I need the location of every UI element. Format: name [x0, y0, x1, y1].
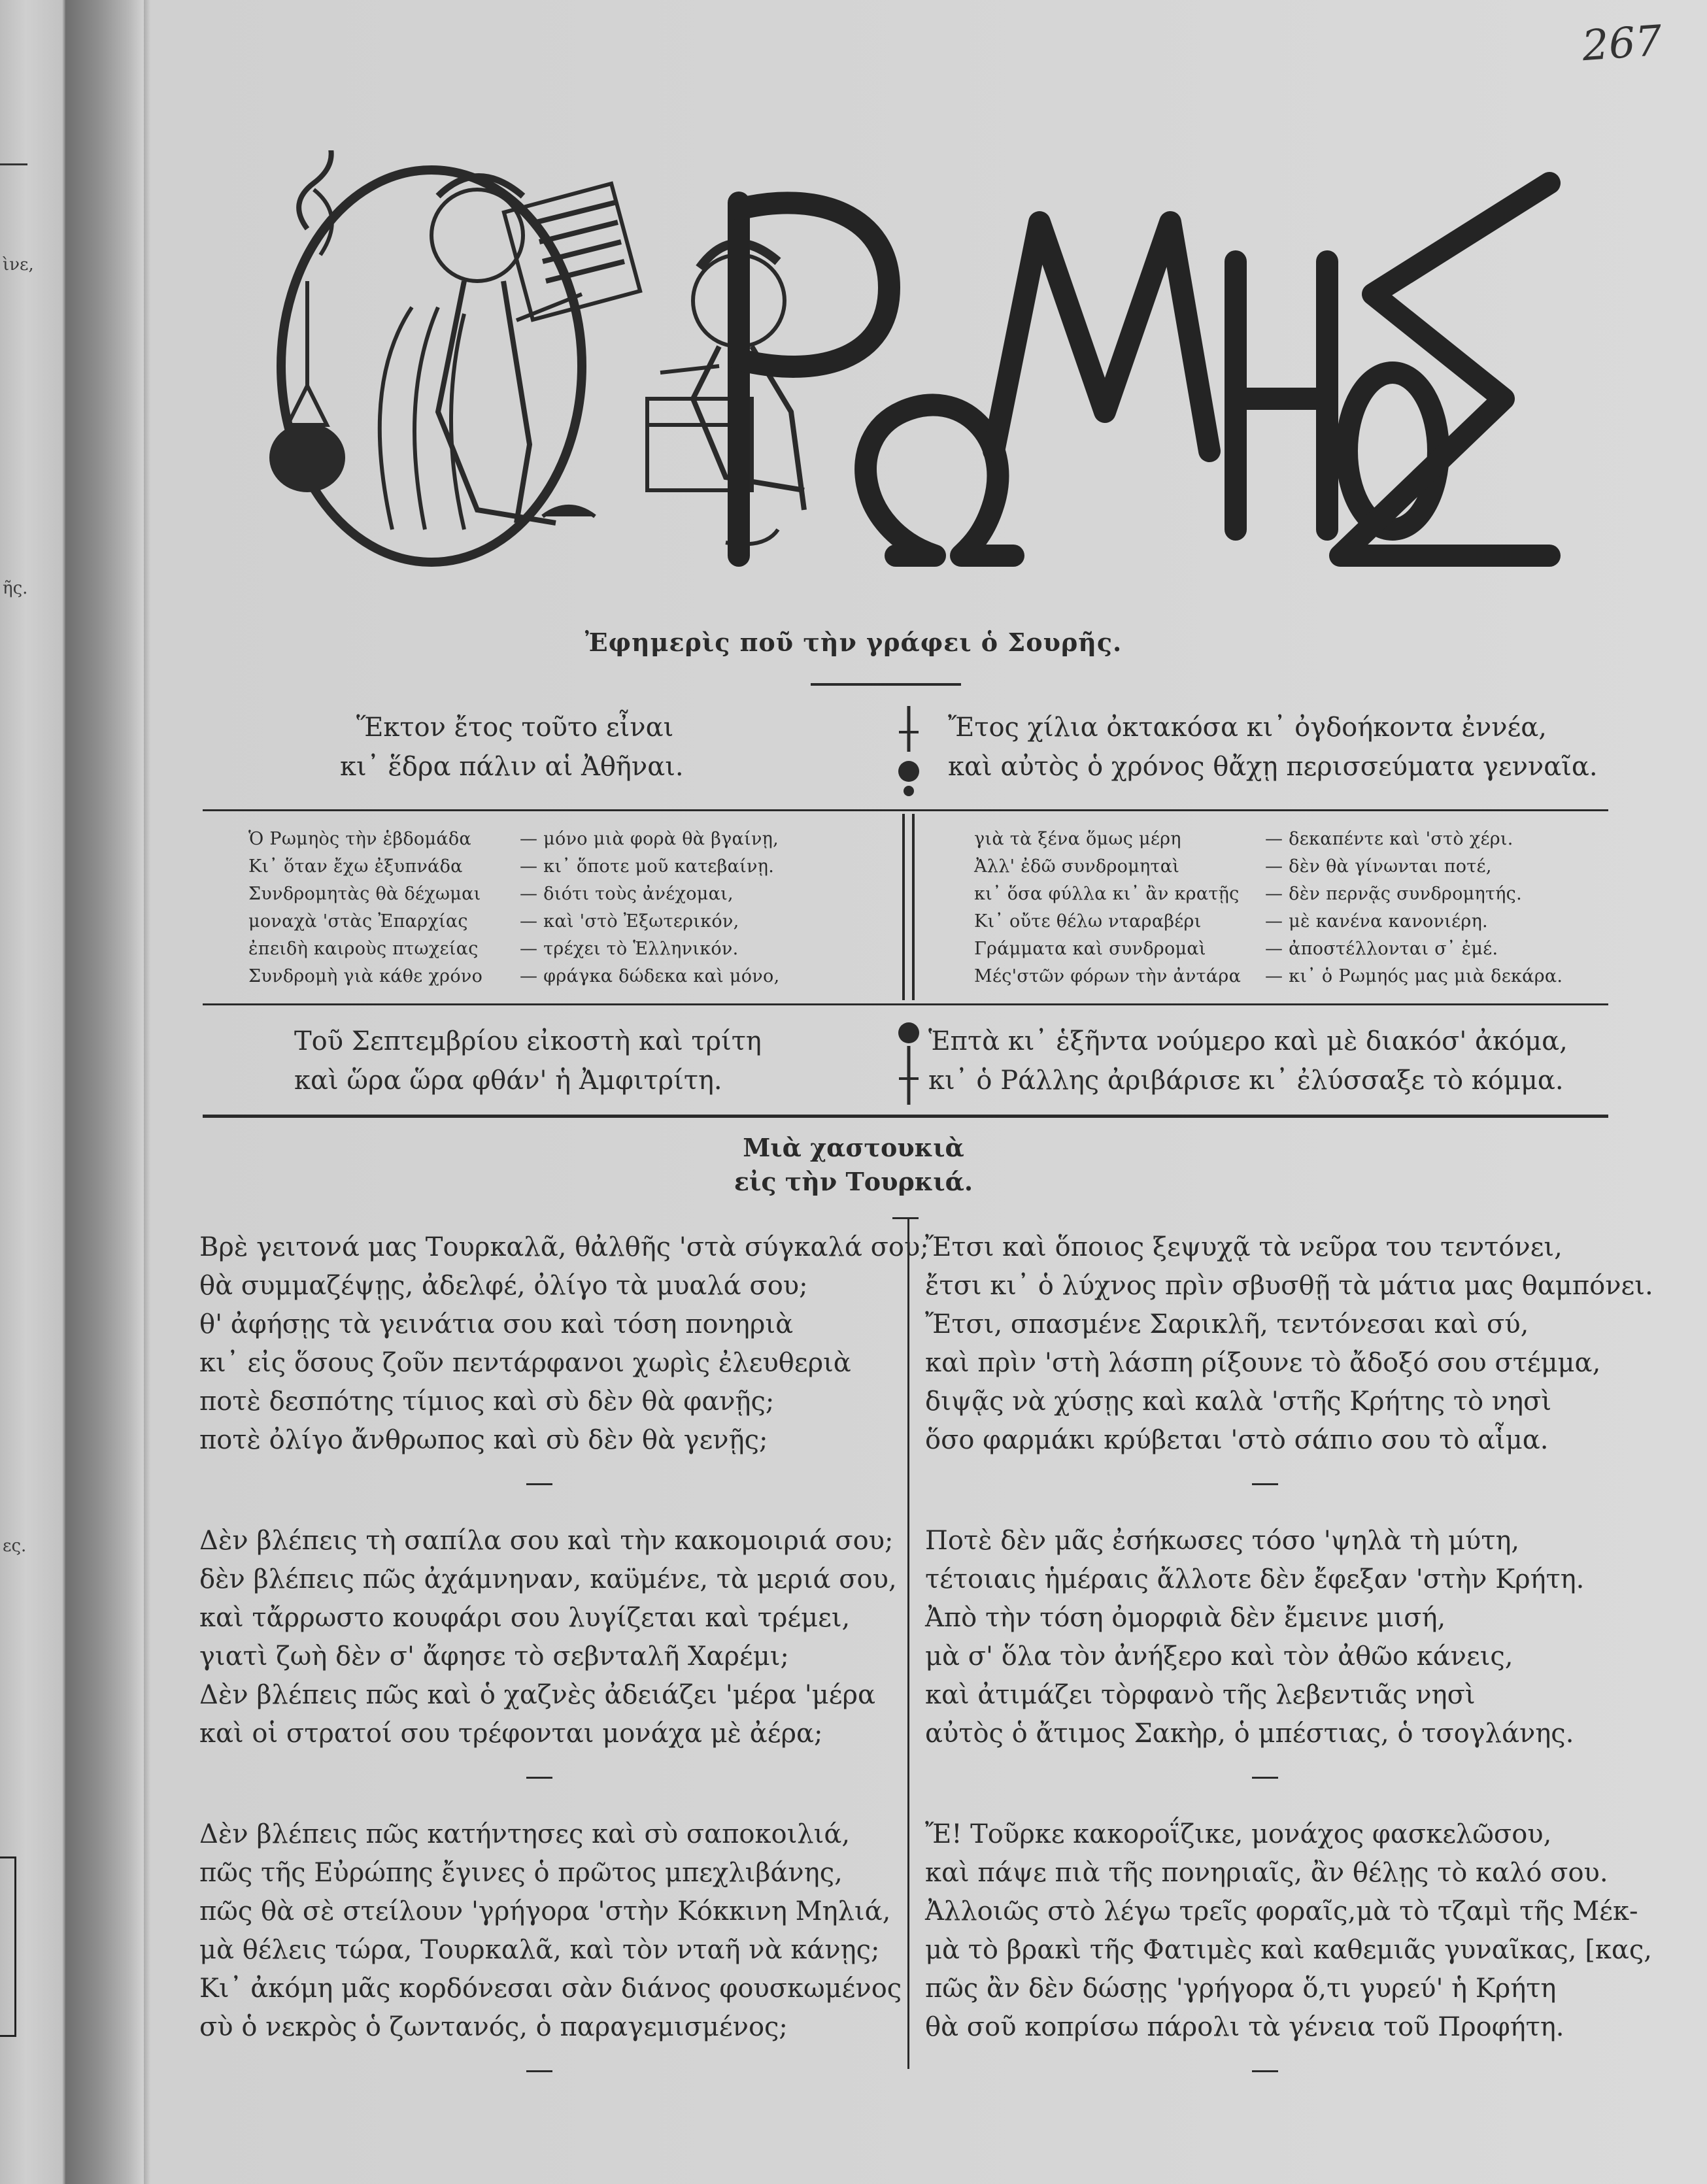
column-divider	[907, 1219, 909, 2069]
subscription-term: Γράμματα καὶ συνδρομαὶ	[974, 939, 1206, 959]
subscription-term: μοναχὰ 'στὰς Ἐπαρχίας	[248, 911, 468, 932]
subscription-term: γιὰ τὰ ξένα ὅμως μέρη	[974, 829, 1181, 849]
title-dash	[892, 1217, 919, 1219]
adjacent-page-strip	[0, 0, 65, 2184]
poem-line: Κι᾿ ἀκόμη μᾶς κορδόνεσαι σὰν διάνος φουσκωμένος	[199, 1974, 902, 2004]
poem-line: καὶ πρὶν 'στὴ λάσπη ρίξουνε τὸ ἄδοξό σου στέμμα,	[925, 1348, 1601, 1378]
stanza-separator	[1252, 1777, 1278, 1779]
page-fold-shadow	[65, 0, 144, 2184]
poem-line: Ἔτσι, σπασμένε Σαρικλῆ, τεντόνεσαι καὶ σύ,	[925, 1309, 1529, 1339]
subscription-condition: — μόνο μιὰ φορὰ θὰ βγαίνῃ,	[520, 829, 779, 849]
date-right-line: κι᾿ ὁ Ράλλης ἀριβάρισε κι᾿ ἐλύσσαξε τὸ κόμμα.	[928, 1066, 1564, 1096]
poem-line: Δὲν βλέπεις τὴ σαπίλα σου καὶ τὴν κακομοιριά σου;	[199, 1526, 894, 1556]
section-rule	[203, 1003, 1608, 1005]
poem-line: καὶ ἀτιμάζει τὸρφανὸ τῆς λεβεντιᾶς νησὶ	[925, 1680, 1476, 1710]
article-title	[0, 1131, 1707, 1199]
poem-line: πῶς ἂν δὲν δώσῃς 'γρήγορα ὅ,τι γυρεύ' ἡ Κρήτη	[925, 1974, 1557, 2004]
stanza-separator	[526, 1483, 552, 1485]
subscription-condition: — δὲν θὰ γίνωνται ποτέ,	[1265, 856, 1492, 877]
poem-line: Βρὲ γειτονά μας Τουρκαλᾶ, θἀλθῆς 'στὰ σύγκαλά σου;	[199, 1232, 929, 1262]
header-left-line: Ἕκτον ἔτος τοῦτο εἶναι	[356, 713, 674, 743]
page-number: 267	[1580, 16, 1664, 71]
margin-fragment: ες.	[3, 1536, 27, 1556]
subscription-term: Κι᾿ ὅταν ἔχω ἐξυπνάδα	[248, 856, 463, 877]
header-right-line: καὶ αὐτὸς ὁ χρόνος θἄχῃ περισσεύματα γενναῖα.	[948, 752, 1598, 782]
subscription-condition: — ἀποστέλλονται σ᾿ ἐμέ.	[1265, 939, 1498, 959]
poem-line: πῶς θὰ σὲ στείλουν 'γρήγορα 'στὴν Κόκκινη Μηλιά,	[199, 1896, 891, 1926]
subscription-term: ἐπειδὴ καιροὺς πτωχείας	[248, 939, 479, 959]
poem-line: Ἀλλοιῶς στὸ λέγω τρεῖς φοραῖς,μὰ τὸ τζαμὶ τῆς Μέκ-	[925, 1896, 1638, 1926]
poem-line: γιατὶ ζωὴ δὲν σ' ἄφησε τὸ σεβνταλῆ Χαρέμι;	[199, 1641, 789, 1672]
subscription-condition: — κι᾿ ὅποτε μοῦ κατεβαίνῃ.	[520, 856, 775, 877]
subscription-condition: — δὲν περνᾷς συνδρομητής.	[1265, 884, 1522, 904]
header-right-line: Ἔτος χίλια ὀκτακόσα κι᾿ ὀγδοήκοντα ἐννέα,	[948, 713, 1547, 743]
stanza-separator	[1252, 1483, 1278, 1485]
poem-line: πῶς τῆς Εὐρώπης ἔγινες ὁ πρῶτος μπεχλιβάνης,	[199, 1858, 843, 1888]
subscription-condition: — μὲ κανένα κανονιέρη.	[1265, 911, 1488, 932]
poem-line: ποτὲ ὀλίγο ἄνθρωπος καὶ σὺ δὲν θὰ γενῇς;	[199, 1425, 768, 1455]
subscription-condition: — τρέχει τὸ Ἑλληνικόν.	[520, 939, 739, 959]
poem-line: θ' ἀφήσῃς τὰ γεινάτια σου καὶ τόση πονηριὰ	[199, 1309, 794, 1339]
date-left-line: Τοῦ Σεπτεμβρίου εἰκοστὴ καὶ τρίτη	[294, 1026, 762, 1056]
subscription-condition: — κι᾿ ὁ Ρωμηός μας μιὰ δεκάρα.	[1265, 966, 1563, 986]
subscription-condition: — καὶ 'στὸ Ἐξωτερικόν,	[520, 911, 739, 932]
column-divider	[912, 814, 915, 1000]
poem-line: σὺ ὁ νεκρὸς ὁ ζωντανός, ὁ παραγεμισμένος;	[199, 2012, 788, 2042]
poem-line: Δὲν βλέπεις πῶς καὶ ὁ χαζνὲς ἀδειάζει 'μέρα 'μέρα	[199, 1680, 875, 1710]
stanza-separator	[1252, 2070, 1278, 2072]
poem-line: μὰ σ' ὅλα τὸν ἀνήξερο καὶ τὸν ἀθῶο κάνεις,	[925, 1641, 1513, 1672]
poem-line: τέτοιαις ἡμέραις ἄλλοτε δὲν ἔφεξαν 'στὴν Κρήτη.	[925, 1564, 1585, 1594]
poem-line: Δὲν βλέπεις πῶς κατήντησες καὶ σὺ σαποκοιλιά,	[199, 1819, 851, 1849]
subscription-term: Μές'στῶν φόρων τὴν ἀντάρα	[974, 966, 1242, 986]
subscription-condition: — δεκαπέντε καὶ 'στὸ χέρι.	[1265, 829, 1513, 849]
poem-line: κι᾿ εἰς ὅσους ζοῦν πεντάρφανοι χωρὶς ἐλευθεριὰ	[199, 1348, 851, 1378]
subscription-term: Κι᾿ οὔτε θέλω νταραβέρι	[974, 911, 1202, 932]
margin-fragment: ῆς.	[3, 579, 28, 598]
masthead-title-lettering	[686, 163, 1563, 569]
header-left-line: κι᾿ ἕδρα πάλιν αἱ Ἀθῆναι.	[340, 752, 684, 782]
binding-clip	[0, 1856, 16, 2037]
ornament-icon	[892, 706, 925, 798]
subscription-term: κι᾿ ὅσα φύλλα κι᾿ ἂν κρατῇς	[974, 884, 1240, 904]
poem-line: καὶ οἱ στρατοί σου τρέφονται μονάχα μὲ ἀέρα;	[199, 1719, 823, 1749]
ornament-icon	[892, 1020, 925, 1105]
margin-fragment: ὶνε,	[3, 255, 34, 275]
poem-line: διψᾷς νὰ χύσῃς καὶ καλὰ 'στῆς Κρήτης τὸ νησὶ	[925, 1386, 1552, 1417]
subscription-condition: — διότι τοὺς ἀνέχομαι,	[520, 884, 734, 904]
stanza-separator	[526, 2070, 552, 2072]
date-left-line: καὶ ὥρα ὥρα φθάν' ἡ Ἀμφιτρίτη.	[294, 1066, 722, 1096]
poem-line: Ἀπὸ τὴν τόση ὀμορφιὰ δὲν ἔμεινε μισή,	[925, 1603, 1446, 1633]
poem-line: μὰ θέλεις τώρα, Τουρκαλᾶ, καὶ τὸν νταῆ νὰ κάνῃς;	[199, 1935, 880, 1965]
poem-line: θὰ συμμαζέψῃς, ἀδελφέ, ὀλίγο τὰ μυαλά σου;	[199, 1271, 808, 1301]
article-title-line: Μιὰ χαστουκιὰ	[743, 1133, 964, 1162]
column-divider	[902, 814, 905, 1000]
poem-line: Ἔ! Τοῦρκε κακοροΐζικε, μονάχος φασκελῶσου,	[925, 1819, 1552, 1849]
subscription-condition: — φράγκα δώδεκα καὶ μόνο,	[520, 966, 780, 986]
subscription-term: Συνδρομητὰς θὰ δέχωμαι	[248, 884, 481, 904]
poem-line: καὶ πάψε πιὰ τῆς πονηριαῖς, ἂν θέλῃς τὸ καλό σου.	[925, 1858, 1608, 1888]
section-rule-heavy	[203, 1115, 1608, 1118]
subscription-term: Ἀλλ' ἐδῶ συνδρομηταὶ	[974, 856, 1180, 877]
ornament-rule	[811, 683, 961, 686]
subscription-term: Ὁ Ρωμηὸς τὴν ἑβδομάδα	[248, 829, 471, 849]
subscription-term: Συνδρομὴ γιὰ κάθε χρόνο	[248, 966, 483, 986]
stanza-separator	[526, 1777, 552, 1779]
poem-line: ποτὲ δεσπότης τίμιος καὶ σὺ δὲν θὰ φανῇς;	[199, 1386, 775, 1417]
date-right-line: Ἑπτὰ κι᾿ ἑξῆντα νούμερο καὶ μὲ διακόσ' ἀκόμα,	[928, 1026, 1568, 1056]
masthead	[268, 150, 1563, 575]
poem-line: ὅσο φαρμάκι κρύβεται 'στὸ σάπιο σου τὸ αἷμα.	[925, 1425, 1549, 1455]
poem-line: καὶ τἄρρωστο κουφάρι σου λυγίζεται καὶ τρέμει,	[199, 1603, 851, 1633]
poem-line: θὰ σοῦ κοπρίσω πάρολι τὰ γένεια τοῦ Προφήτη.	[925, 2012, 1564, 2042]
poem-line: αὐτὸς ὁ ἄτιμος Σακὴρ, ὁ μπέστιας, ὁ τσογλάνης.	[925, 1719, 1574, 1749]
tagline: Ἐφημερὶς ποῦ τὴν γράφει ὁ Σουρῆς.	[584, 628, 1123, 657]
poem-line: ἔτσι κι᾿ ὁ λύχνος πρὶν σβυσθῇ τὰ μάτια μας θαμπόνει.	[925, 1271, 1653, 1301]
poem-line: μὰ τὸ βρακὶ τῆς Φατιμὲς καὶ καθεμιᾶς γυναῖκας, [κας,	[925, 1935, 1652, 1965]
article-title-line: εἰς τὴν Τουρκιά.	[734, 1167, 973, 1196]
poem-line: Ποτὲ δὲν μᾶς ἐσήκωσες τόσο 'ψηλὰ τὴ μύτη,	[925, 1526, 1520, 1556]
section-rule	[203, 809, 1608, 811]
poem-line: Ἔτσι καὶ ὅποιος ξεψυχᾷ τὰ νεῦρα του τεντόνει,	[925, 1232, 1563, 1262]
poem-line: δὲν βλέπεις πῶς ἀχάμνηναν, καϋμένε, τὰ μεριά σου,	[199, 1564, 897, 1594]
